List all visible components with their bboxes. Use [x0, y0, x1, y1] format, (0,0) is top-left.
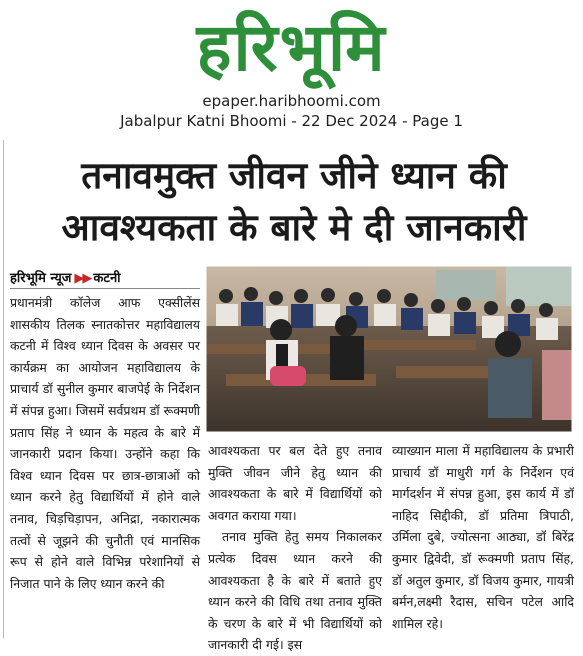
article-photo [206, 266, 572, 432]
headline-line-1: तनावमुक्त जीवन जीने ध्यान की [81, 154, 507, 197]
byline-source: हरिभूमि न्यूज [10, 271, 72, 286]
article-column-2 [208, 440, 382, 656]
column-3-text: व्याख्यान माला में महाविद्यालय के प्रभारी प्राचार्य डॉ माधुरी गर्ग के निर्देशन एवं मार्गदर्शन में संपन्न हुआ, इस कार्य में डॉ नाहिद सिद्दीकी, डॉ प्रतिमा त्रिपाठी, उर्मिला दुबे, ज्योत्सना आठ्या, डॉ बिरेंद्र कुमार द्विवेदी, डॉ रूक्मणी प्रताप सिंह, डॉ अतुल कुमार, डॉ विजय कुमार, गायत्री बर्मन,लक्ष्मी रैदास, सचिन पटेल आदि शामिल रहे। [392, 443, 574, 631]
site-url[interactable]: epaper.haribhoomi.com [202, 92, 381, 110]
classroom-photo [206, 266, 572, 432]
byline [10, 268, 200, 289]
headline-line-2: आवश्यकता के बारे मे दी जानकारी [61, 206, 527, 249]
article-column-1 [10, 292, 200, 594]
byline-place: कटनी [93, 271, 121, 286]
newspaper-logo: हरिभूमि [196, 9, 387, 86]
column-1-text: प्रधानमंत्री कॉलेज आफ एक्सीलेंस शासकीय तिलक स्नातकोत्तर महाविद्यालय कटनी में विश्व ध्यान दिवस के अवसर पर कार्यक्रम का आयोजन महाविद्यालय के प्राचार्य डॉ सुनील कुमार बाजपेई के निर्देशन में संपन्न हुआ। जिसमें सर्वप्रथम डॉ रूक्मणी प्रताप सिंह ने ध्यान के महत्व के बारे में जानकारी प्रदान किया। उन्होंने कहा कि विश्व ध्यान दिवस पर छात्र-छात्राओं को ध्यान करने हेतु विद्यार्थियों में होने वाले तनाव, चिड़चिड़ापन, अनिद्रा, नकारात्मक तत्वों से जूझने की चुनौती एवं मानसिक रूप से होने वाले विभिन्न परेशानियों से निजात पाने के लिए ध्यान करने की [10, 295, 200, 591]
article-column-3 [392, 440, 574, 634]
column-2-paragraph-2: तनाव मुक्ति हेतु समय निकालकर प्रत्येक दिवस ध्यान करने की आवश्यकता है के बारे में बताते हुए ध्यान करने की विधि तथा तनाव मुक्ति के चरण के बारे में भी विद्यार्थियों को जानकारी दी गई। इस [208, 529, 382, 653]
masthead [0, 0, 583, 140]
column-rule [3, 140, 4, 638]
article-headline [16, 150, 572, 254]
arrow-icon: ▶▶ [74, 271, 91, 286]
column-2-paragraph-1: आवश्यकता पर बल देते हुए तनाव मुक्ति जीवन जीने हेतु ध्यान की आवश्यकता के बारे में विद्यार्थियों को अवगत कराया गया। [208, 443, 382, 523]
edition-line: Jabalpur Katni Bhoomi - 22 Dec 2024 - Page 1 [120, 112, 463, 130]
